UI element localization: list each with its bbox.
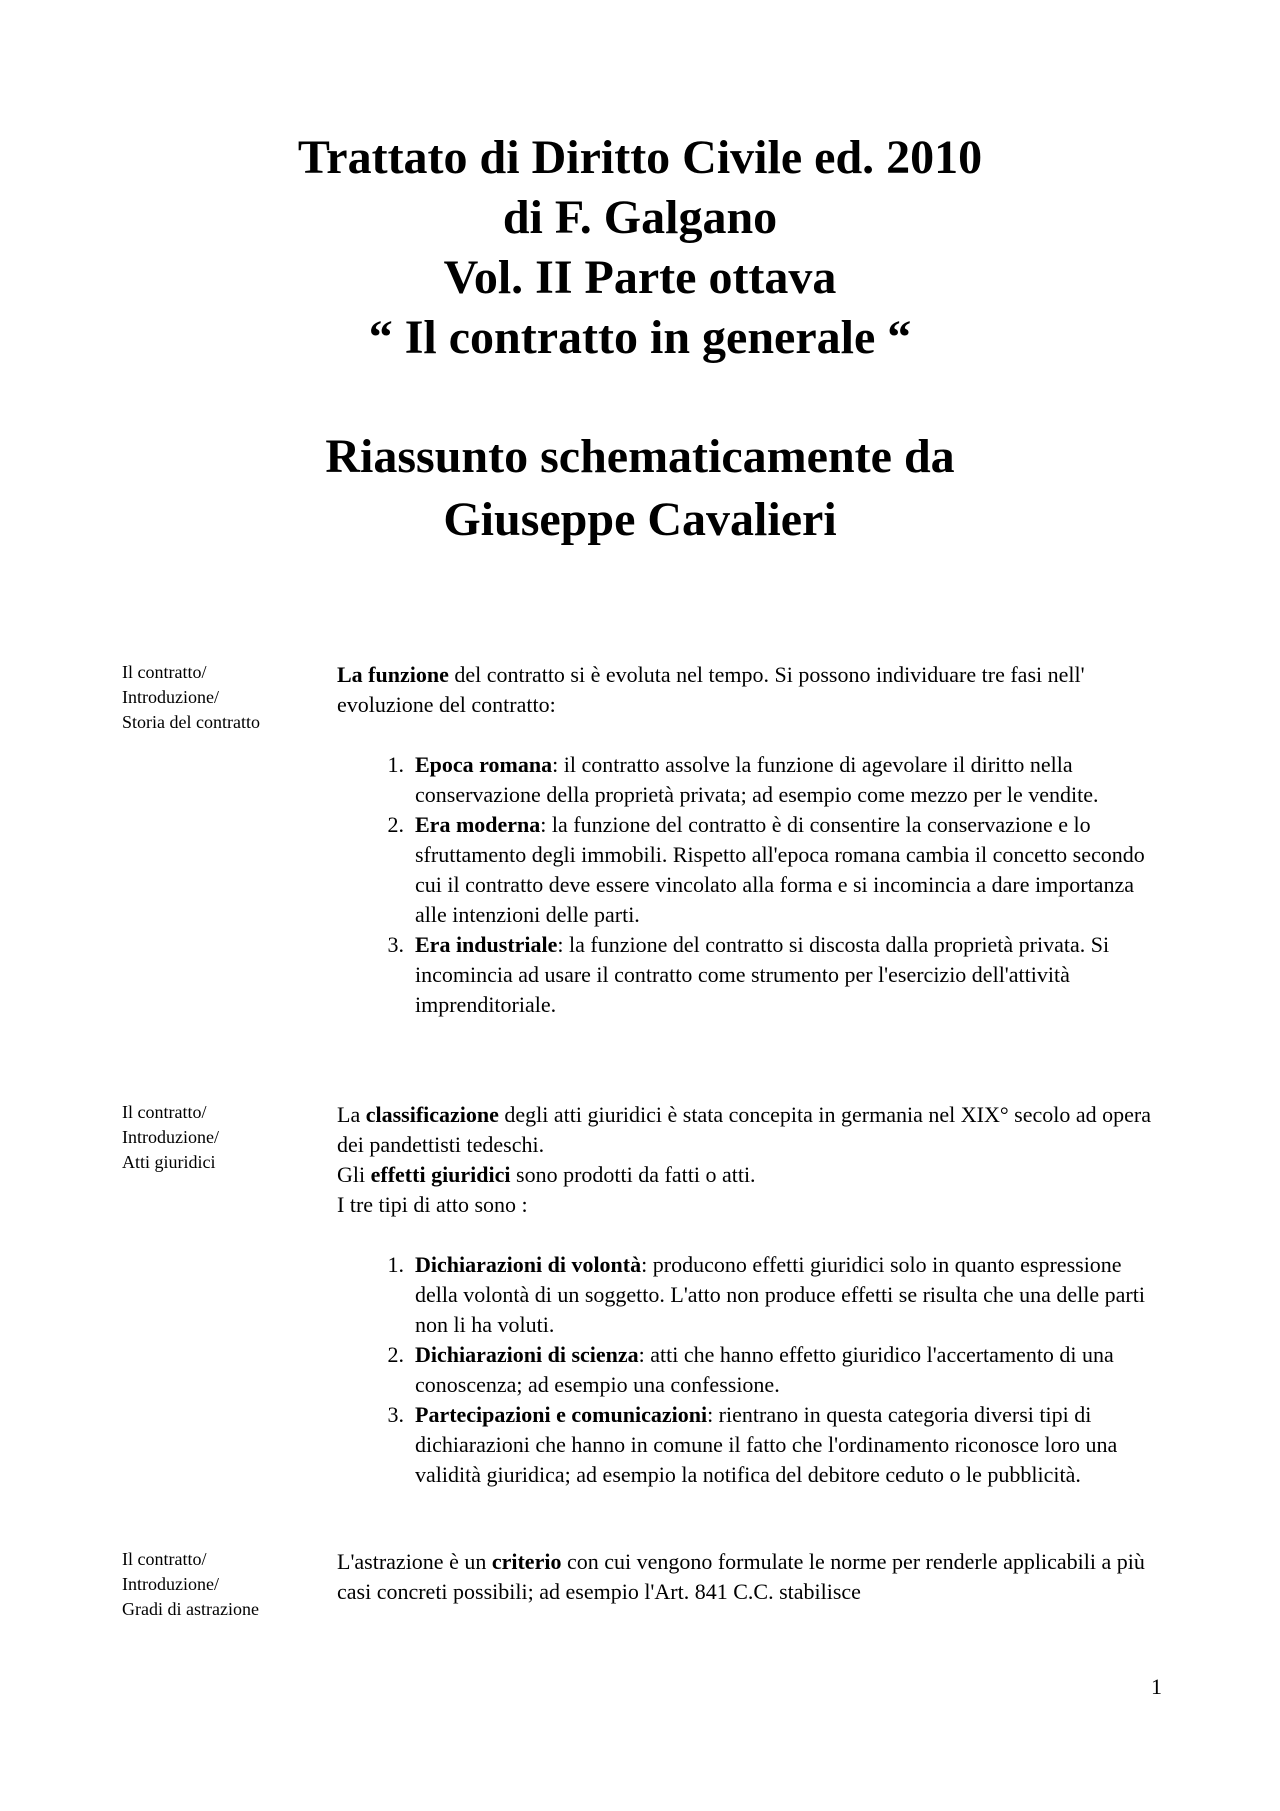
list-item-text: : la funzione del contratto si discosta dalla proprietà privata. Si incomincia ad usare il contratto come strumento per l'esercizio dell'attività imprenditoriale. — [415, 932, 1110, 1017]
list-number: 1. — [387, 752, 404, 777]
paragraph-text: L'astrazione è un — [337, 1549, 492, 1574]
list-item-text: : la funzione del contratto è di consentire la conservazione e lo sfruttamento degli immobili. Rispetto all'epoca romana cambia il concetto secondo cui il contratto deve essere vincolato alla forma e si incomincia a dare importanza alle intenzioni delle parti. — [415, 812, 1145, 927]
intro-paragraph — [337, 660, 1167, 720]
bold-term: Era industriale — [415, 932, 558, 957]
bold-term: criterio — [491, 1549, 562, 1574]
section-margin-label — [122, 1100, 322, 1175]
list-item-text: : rientrano in questa categoria diversi tipi di dichiarazioni che hanno in comune il fatto che l'ordinamento riconosce loro una validità giuridica; ad esempio la notifica del debitore ceduto o le pubblicità. — [415, 1402, 1118, 1487]
list-number: 2. — [387, 1342, 404, 1367]
list-number: 3. — [387, 1402, 404, 1427]
section-margin-label — [122, 660, 322, 735]
list-item — [337, 810, 1167, 930]
page-number: 1 — [1151, 1674, 1162, 1699]
numbered-list — [337, 1250, 1167, 1490]
margin-label-line: Storia del contratto — [122, 712, 260, 732]
list-item — [337, 1250, 1167, 1340]
paragraph-text: La — [337, 1102, 366, 1127]
list-number: 2. — [387, 812, 404, 837]
paragraph-text: con cui vengono formulate le norme per renderle applicabili a più casi concreti possibili; ad esempio l'Art. 841 C.C. stabilisce — [337, 1549, 1145, 1604]
margin-label-line: Il contratto/ — [122, 662, 207, 682]
document-title — [0, 128, 1280, 368]
bold-term: classificazione — [365, 1102, 499, 1127]
document-subtitle — [0, 425, 1280, 551]
title-line-3: Vol. II Parte ottava — [443, 251, 837, 304]
paragraph-text: degli atti giuridici è stata concepita in germania nel XIX° secolo ad opera dei pandettisti tedeschi. — [337, 1102, 1151, 1157]
list-item — [337, 750, 1167, 810]
section-margin-label — [122, 1547, 322, 1622]
paragraph-text: sono prodotti da fatti o atti. — [510, 1162, 756, 1187]
margin-label-line: Introduzione/ — [122, 687, 219, 707]
bold-term: Epoca romana — [415, 752, 553, 777]
bold-term: effetti giuridici — [370, 1162, 511, 1187]
list-item-text: : producono effetti giuridici solo in quanto espressione della volontà di un soggetto. L'atto non produce effetti se risulta che una delle parti non li ha voluti. — [415, 1252, 1145, 1337]
section-body — [337, 1547, 1167, 1607]
list-item — [337, 1400, 1167, 1490]
margin-label-line: Gradi di astrazione — [122, 1599, 259, 1619]
list-item — [337, 1340, 1167, 1400]
list-number: 1. — [387, 1252, 404, 1277]
list-number: 3. — [387, 932, 404, 957]
subtitle-line-1: Riassunto schematicamente da — [325, 430, 955, 483]
bold-term: Era moderna — [415, 812, 541, 837]
margin-label-line: Atti giuridici — [122, 1152, 216, 1172]
section-body — [337, 1100, 1167, 1490]
paragraph: I tre tipi di atto sono : — [337, 1192, 528, 1217]
list-item — [337, 930, 1167, 1020]
list-item-text: : il contratto assolve la funzione di agevolare il diritto nella conservazione della proprietà privata; ad esempio come mezzo per le vendite. — [415, 752, 1099, 807]
margin-label-line: Il contratto/ — [122, 1549, 207, 1569]
margin-label-line: Introduzione/ — [122, 1574, 219, 1594]
bold-term: La funzione — [337, 662, 449, 687]
list-item-text: : atti che hanno effetto giuridico l'accertamento di una conoscenza; ad esempio una confessione. — [415, 1342, 1114, 1397]
paragraph-text: Gli — [337, 1162, 371, 1187]
title-line-4: “ Il contratto in generale “ — [368, 311, 912, 364]
paragraph — [337, 1100, 1167, 1160]
margin-label-line: Il contratto/ — [122, 1102, 207, 1122]
margin-label-line: Introduzione/ — [122, 1127, 219, 1147]
title-line-2: di F. Galgano — [502, 191, 778, 244]
section-body — [337, 660, 1167, 1020]
bold-term: Partecipazioni e comunicazioni — [415, 1402, 708, 1427]
paragraph — [337, 1160, 1167, 1190]
paragraph-text: del contratto si è evoluta nel tempo. Si possono individuare tre fasi nell' evoluzione del contratto: — [337, 662, 1085, 717]
title-line-1: Trattato di Diritto Civile ed. 2010 — [297, 131, 983, 184]
numbered-list — [337, 750, 1167, 1020]
bold-term: Dichiarazioni di scienza — [415, 1342, 639, 1367]
subtitle-line-2: Giuseppe Cavalieri — [443, 493, 837, 546]
bold-term: Dichiarazioni di volontà — [415, 1252, 642, 1277]
paragraph — [337, 1547, 1167, 1607]
